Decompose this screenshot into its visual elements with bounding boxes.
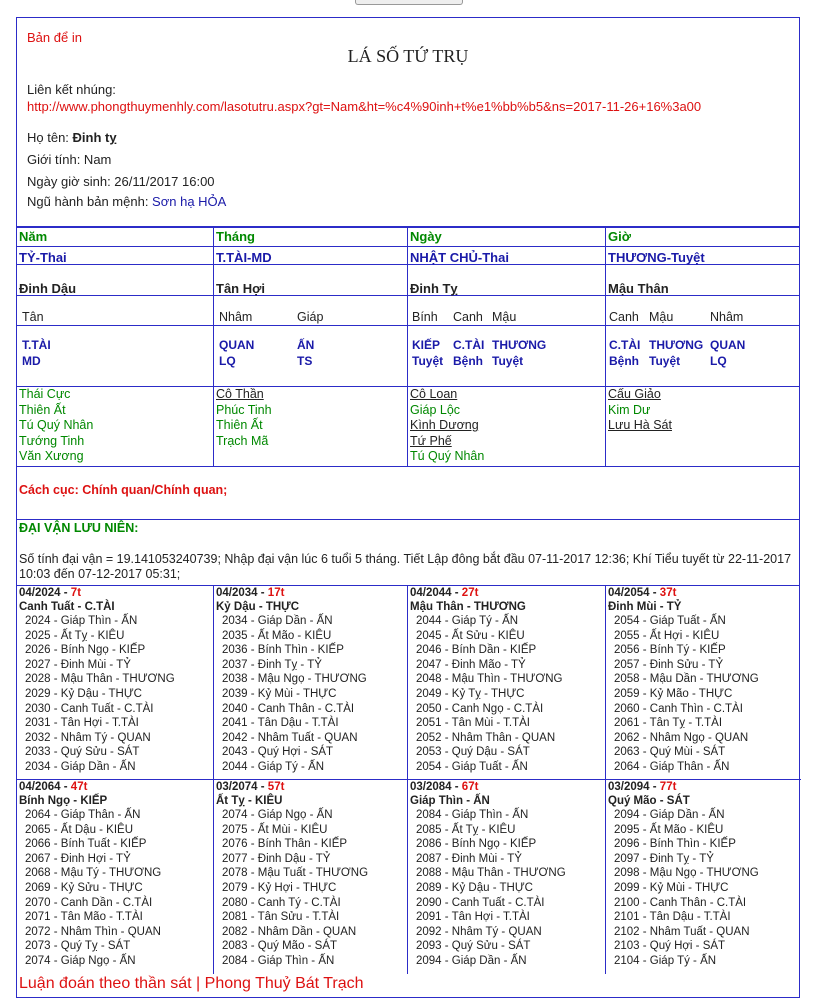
menh-row xyxy=(27,194,226,209)
dai-van-pillar: Giáp Thìn - ẤN xyxy=(410,795,490,807)
than-sat-item[interactable]: Lưu Hà Sát xyxy=(608,418,672,432)
luu-nien-year: 2057 - Đinh Sửu - TỶ xyxy=(614,658,724,671)
luu-nien-year: 2092 - Nhâm Tý - QUAN xyxy=(416,925,542,938)
footer-link-than-sat[interactable]: Luận đoán theo thần sát xyxy=(19,975,192,992)
dai-van-age: 77t xyxy=(659,781,677,793)
dai-van-date xyxy=(216,586,407,600)
luu-nien-year: 2095 - Ất Mão - KIÊU xyxy=(614,823,724,836)
luu-nien-year: 2037 - Đinh Tỵ - TỶ xyxy=(222,658,322,671)
luu-nien-year: 2044 - Giáp Tý - ẤN xyxy=(416,615,519,627)
birth-row: Ngày giờ sinh: 26/11/2017 16:00 xyxy=(27,174,215,189)
luu-nien-year: 2078 - Mậu Tuất - THƯƠNG xyxy=(222,867,369,880)
luu-nien-year: 2058 - Mậu Dần - THƯƠNG xyxy=(614,673,759,686)
than-sat-item[interactable]: Cô Thần xyxy=(216,387,264,401)
dai-van-pillar: Đinh Mùi - TỶ xyxy=(608,601,682,613)
hidden-stem: Tân xyxy=(22,310,44,324)
info-section xyxy=(17,18,799,227)
luu-nien-year: 2090 - Canh Tuất - C.TÀI xyxy=(416,896,545,909)
luu-nien-year: 2069 - Kỷ Sửu - THỰC xyxy=(25,881,143,894)
than-sat-list xyxy=(19,387,93,465)
hidden-stem: Mậu xyxy=(649,310,674,324)
dai-van-start: 04/2054 - xyxy=(608,587,660,599)
name-label: Họ tên: xyxy=(27,130,73,145)
name-row xyxy=(27,130,117,145)
dai-van-age: 37t xyxy=(659,587,677,599)
menh-value: Sơn hạ HỎA xyxy=(152,194,227,209)
luu-nien-year: 2040 - Canh Thân - C.TÀI xyxy=(222,702,355,715)
dai-van-date xyxy=(19,780,213,794)
ten-god-stage: Tuyệt xyxy=(412,354,444,368)
pillars-grid xyxy=(17,227,799,467)
luu-nien-year: 2080 - Canh Tý - C.TÀI xyxy=(222,896,341,909)
dai-van-start: 04/2044 - xyxy=(410,587,462,599)
luu-nien-year: 2096 - Bính Thìn - KIẾP xyxy=(614,838,736,851)
ten-god-stage: LQ xyxy=(710,354,727,368)
than-sat-item[interactable]: Thiên Ất xyxy=(19,402,66,417)
dai-van-date xyxy=(608,586,801,600)
luu-nien-year: 2033 - Quý Sửu - SÁT xyxy=(25,746,140,759)
luu-nien-year: 2030 - Canh Tuất - C.TÀI xyxy=(25,702,154,715)
than-sat-item[interactable]: Kim Dư xyxy=(608,402,651,417)
luu-nien-year: 2035 - Ất Mão - KIÊU xyxy=(222,629,332,642)
ten-god xyxy=(22,337,51,369)
dai-van-period xyxy=(214,780,408,974)
pillar-name: Đinh Dậu xyxy=(19,281,77,296)
luu-nien-year: 2087 - Đinh Mùi - TỶ xyxy=(416,852,522,865)
luu-nien-year: 2099 - Kỷ Mùi - THỰC xyxy=(614,881,729,894)
pillar-star: NHẬT CHỦ-Thai xyxy=(410,250,509,265)
ten-god-name: T.TÀI xyxy=(22,338,51,352)
luu-nien-year: 2060 - Canh Thìn - C.TÀI xyxy=(614,702,743,715)
name-value: Đinh tỵ xyxy=(72,130,117,145)
luu-nien-year: 2082 - Nhâm Dần - QUAN xyxy=(222,925,357,938)
luu-nien-year: 2079 - Kỷ Hợi - THỰC xyxy=(222,881,337,894)
dai-van-pillar: Bính Ngọ - KIẾP xyxy=(19,795,108,807)
luu-nien-year: 2074 - Giáp Ngọ - ẤN xyxy=(25,954,136,967)
luu-nien-year: 2103 - Quý Hợi - SÁT xyxy=(614,940,726,953)
ten-god xyxy=(492,337,546,369)
luu-nien-year: 2089 - Kỷ Dậu - THỰC xyxy=(416,881,533,894)
ten-god-name: QUAN xyxy=(710,338,746,352)
pillar-header: Giờ xyxy=(608,229,631,244)
dai-van-pillar: Canh Tuất - C.TÀI xyxy=(19,601,115,613)
dai-van-age: 67t xyxy=(461,781,479,793)
dai-van-pillar: Mậu Thân - THƯƠNG xyxy=(410,601,526,613)
pillar-header: Năm xyxy=(19,229,48,244)
hidden-stem: Giáp xyxy=(297,310,324,324)
luu-nien-year: 2062 - Nhâm Ngọ - QUAN xyxy=(614,731,749,744)
ten-god xyxy=(297,337,314,369)
luu-nien-year: 2071 - Tân Mão - T.TÀI xyxy=(25,911,143,924)
than-sat-item[interactable]: Cô Loan xyxy=(410,387,458,401)
pillar-column-3 xyxy=(408,228,606,467)
dai-van-pillar: Kỷ Dậu - THỰC xyxy=(216,601,300,613)
luu-nien-year: 2051 - Tân Mùi - T.TÀI xyxy=(416,717,530,730)
luu-nien-year: 2049 - Kỷ Tỵ - THỰC xyxy=(416,687,525,700)
dai-van-period xyxy=(606,586,801,780)
footer-link-bat-trach[interactable]: Phong Thuỷ Bát Trạch xyxy=(204,975,364,992)
dai-van-pillar: Quý Mão - SÁT xyxy=(608,795,690,807)
pillar-star: TỶ-Thai xyxy=(19,250,67,265)
dai-van-start: 04/2024 - xyxy=(19,587,71,599)
luu-nien-year: 2055 - Ất Hợi - KIÊU xyxy=(614,629,720,642)
dai-van-date xyxy=(410,780,605,794)
dai-van-date xyxy=(216,780,407,794)
luu-nien-year: 2041 - Tân Dậu - T.TÀI xyxy=(222,717,339,730)
luu-nien-year: 2056 - Bính Tý - KIẾP xyxy=(614,644,726,657)
pillar-star: T.TÀI-MD xyxy=(216,250,272,265)
luu-nien-year: 2066 - Bính Tuất - KIẾP xyxy=(25,838,147,851)
cach-cuc: Cách cục: Chính quan/Chính quan; xyxy=(19,483,228,497)
luu-nien-year: 2081 - Tân Sửu - T.TÀI xyxy=(222,911,340,924)
ten-god-stage: TS xyxy=(297,354,313,368)
ten-god xyxy=(609,337,640,369)
luu-nien-year: 2070 - Canh Dần - C.TÀI xyxy=(25,896,153,909)
than-sat-item[interactable]: Tứ Phế xyxy=(410,433,452,448)
than-sat-item[interactable]: Kình Dương xyxy=(410,418,479,432)
luu-nien-year: 2045 - Ất Sửu - KIÊU xyxy=(416,629,525,642)
luu-nien-year: 2072 - Nhâm Thìn - QUAN xyxy=(25,925,161,938)
pillar-column-4 xyxy=(606,228,801,467)
luu-nien-year: 2094 - Giáp Dần - ẤN xyxy=(416,954,527,967)
menh-label: Ngũ hành bản mệnh: xyxy=(27,194,153,209)
dai-van-age: 7t xyxy=(70,587,82,599)
dai-van-start: 03/2094 - xyxy=(608,781,660,793)
luu-nien-year: 2102 - Nhâm Tuất - QUAN xyxy=(614,925,750,938)
ten-god-name: THƯƠNG xyxy=(492,338,547,352)
hidden-stem: Canh xyxy=(609,310,639,324)
pillar-name: Đinh Tỵ xyxy=(410,281,458,296)
dai-van-period xyxy=(17,780,214,974)
than-sat-list xyxy=(216,387,272,449)
than-sat-list xyxy=(410,387,484,465)
ten-god-name: C.TÀI xyxy=(453,338,485,352)
ten-god xyxy=(412,337,443,369)
dai-van-date xyxy=(608,780,801,794)
hidden-stem: Nhâm xyxy=(710,310,744,324)
dai-van-age: 57t xyxy=(267,781,285,793)
dai-van-start: 04/2064 - xyxy=(19,781,71,793)
footer-separator: | xyxy=(191,975,205,992)
ten-god-stage: Tuyệt xyxy=(492,354,524,368)
than-sat-item[interactable]: Cấu Giảo xyxy=(608,387,661,401)
luu-nien-year: 2048 - Mậu Thìn - THƯƠNG xyxy=(416,673,563,686)
than-sat-list xyxy=(608,387,672,434)
luu-nien-year: 2053 - Quý Dậu - SÁT xyxy=(416,746,530,759)
dai-van-title: ĐẠI VẬN LƯU NIÊN: xyxy=(19,521,139,535)
luu-nien-year: 2086 - Bính Ngọ - KIẾP xyxy=(416,838,537,851)
luu-nien-year: 2034 - Giáp Dần - ẤN xyxy=(222,615,333,627)
dai-van-age: 17t xyxy=(267,587,285,599)
luu-nien-year: 2083 - Quý Mão - SÁT xyxy=(222,940,338,953)
luu-nien-year: 2084 - Giáp Thìn - ẤN xyxy=(222,954,335,967)
pillar-name: Tân Hợi xyxy=(216,281,265,296)
luu-nien-year: 2025 - Ất Tỵ - KIÊU xyxy=(25,629,125,642)
luu-nien-year: 2032 - Nhâm Tý - QUAN xyxy=(25,731,151,744)
than-sat-item[interactable]: Trạch Mã xyxy=(216,433,269,448)
dai-van-start: 03/2084 - xyxy=(410,781,462,793)
luu-nien-year: 2031 - Tân Hợi - T.TÀI xyxy=(25,717,139,730)
pillar-column-2 xyxy=(214,228,408,467)
ten-god-stage: LQ xyxy=(219,354,236,368)
ten-god-name: THƯƠNG xyxy=(649,338,704,352)
ten-god xyxy=(453,337,484,369)
pillar-header: Ngày xyxy=(410,229,442,244)
pillar-name: Mậu Thân xyxy=(608,281,669,296)
luu-nien-year: 2100 - Canh Thân - C.TÀI xyxy=(614,896,747,909)
luu-nien-year: 2097 - Đinh Tỵ - TỶ xyxy=(614,852,714,865)
than-sat-item[interactable]: Thiên Ất xyxy=(216,418,263,432)
luu-nien-year: 2039 - Kỷ Mùi - THỰC xyxy=(222,687,337,700)
luu-nien-year: 2091 - Tân Hợi - T.TÀI xyxy=(416,911,530,924)
than-sat-item[interactable]: Tướng Tinh xyxy=(19,433,85,448)
footer-links xyxy=(19,975,364,993)
print-button[interactable] xyxy=(355,0,463,5)
luu-nien-year: 2075 - Ất Mùi - KIÊU xyxy=(222,823,328,836)
luu-nien-year: 2042 - Nhâm Tuất - QUAN xyxy=(222,731,358,744)
dai-van-pillar: Ất Tỵ - KIÊU xyxy=(216,795,283,807)
ten-god-name: ẤN xyxy=(297,338,315,352)
ten-god-stage: Bệnh xyxy=(453,354,483,368)
than-sat-item[interactable]: Giáp Lộc xyxy=(410,402,461,417)
luu-nien-year: 2028 - Mậu Thân - THƯƠNG xyxy=(25,673,175,686)
print-label: Bản để in xyxy=(27,30,82,45)
luu-nien-year: 2074 - Giáp Ngọ - ẤN xyxy=(222,809,333,821)
dai-van-date xyxy=(19,586,213,600)
luu-nien-year: 2038 - Mậu Ngọ - THƯƠNG xyxy=(222,673,367,686)
luu-nien-year: 2064 - Giáp Thân - ẤN xyxy=(25,809,141,821)
luu-nien-year: 2093 - Quý Sửu - SÁT xyxy=(416,940,531,953)
dai-van-note: Số tính đại vận = 19.141053240739; Nhập đại vận lúc 6 tuổi 5 tháng. Tiết Lập đông bắt đầu 07-11-2017 12:36; Khí Tiểu tuyết từ 22-11-2017 10:03 đến 07-12-2017 05:31; xyxy=(19,552,792,581)
ten-god-name: QUAN xyxy=(219,338,255,352)
ten-god-name: C.TÀI xyxy=(609,338,641,352)
ten-god-stage: Bệnh xyxy=(609,354,639,368)
luu-nien-year: 2052 - Nhâm Thân - QUAN xyxy=(416,731,556,744)
luu-nien-year: 2046 - Bính Dần - KIẾP xyxy=(416,644,537,657)
luu-nien-year: 2084 - Giáp Thìn - ẤN xyxy=(416,809,529,821)
hidden-stem: Mậu xyxy=(492,310,517,324)
luu-nien-year: 2027 - Đinh Mùi - TỶ xyxy=(25,658,131,671)
dai-van-age: 47t xyxy=(70,781,88,793)
luu-nien-year: 2026 - Bính Ngọ - KIẾP xyxy=(25,644,146,657)
pillar-header: Tháng xyxy=(216,229,255,244)
luu-nien-year: 2043 - Quý Hợi - SÁT xyxy=(222,746,334,759)
hidden-stem: Nhâm xyxy=(219,310,253,324)
luu-nien-year: 2067 - Đinh Hợi - TỶ xyxy=(25,852,131,865)
chart-frame xyxy=(16,17,800,998)
luu-nien-year: 2088 - Mậu Thân - THƯƠNG xyxy=(416,867,566,880)
luu-nien-year: 2065 - Ất Dậu - KIÊU xyxy=(25,823,134,836)
than-sat-item[interactable]: Văn Xương xyxy=(19,449,84,463)
dai-van-period xyxy=(17,586,214,780)
dai-van-start: 04/2034 - xyxy=(216,587,268,599)
pillar-star: THƯƠNG-Tuyệt xyxy=(608,250,705,265)
than-sat-item[interactable]: Thái Cực xyxy=(19,387,71,401)
embed-link[interactable]: http://www.phongthuymenhly.com/lasotutru.aspx?gt=Nam&ht=%c4%90inh+t%e1%bb%b5&ns=2017-11-26+16%3a00 xyxy=(27,99,702,114)
luu-nien-year: 2024 - Giáp Thìn - ẤN xyxy=(25,615,138,627)
luu-nien-year: 2061 - Tân Tỵ - T.TÀI xyxy=(614,717,723,730)
than-sat-item[interactable]: Tú Quý Nhân xyxy=(19,418,94,432)
hidden-stem: Canh xyxy=(453,310,483,324)
link-label: Liên kết nhúng: xyxy=(27,82,116,97)
dai-van-date xyxy=(410,586,605,600)
luu-nien-year: 2104 - Giáp Tý - ẤN xyxy=(614,954,717,967)
dai-van-period xyxy=(606,780,801,974)
dai-van-start: 03/2074 - xyxy=(216,781,268,793)
luu-nien-year: 2036 - Bính Thìn - KIẾP xyxy=(222,644,344,657)
luu-nien-year: 2029 - Kỷ Dậu - THỰC xyxy=(25,687,142,700)
ten-god xyxy=(649,337,703,369)
luu-nien-year: 2047 - Đinh Mão - TỶ xyxy=(416,658,526,671)
luu-nien-year: 2059 - Kỷ Mão - THỰC xyxy=(614,687,733,700)
luu-nien-year: 2094 - Giáp Dần - ẤN xyxy=(614,809,725,821)
luu-nien-year: 2034 - Giáp Dần - ẤN xyxy=(25,760,136,773)
pillar-column-1 xyxy=(17,228,214,467)
dai-van-period xyxy=(408,780,606,974)
ten-god-name: KIẾP xyxy=(412,338,441,352)
page-title: LÁ SỐ TỨ TRỤ xyxy=(347,46,469,66)
dai-van-period xyxy=(214,586,408,780)
ten-god-stage: MD xyxy=(22,354,41,368)
dai-van-period xyxy=(408,586,606,780)
luu-nien-year: 2054 - Giáp Tuất - ẤN xyxy=(416,760,528,773)
luu-nien-year: 2054 - Giáp Tuất - ẤN xyxy=(614,615,726,627)
luu-nien-year: 2073 - Quý Tỵ - SÁT xyxy=(25,940,131,953)
luu-nien-year: 2076 - Bính Thân - KIẾP xyxy=(222,838,348,851)
ten-god xyxy=(219,337,254,369)
luu-nien-year: 2064 - Giáp Thân - ẤN xyxy=(614,760,730,773)
luu-nien-year: 2068 - Mậu Tý - THƯƠNG xyxy=(25,867,162,880)
dai-van-age: 27t xyxy=(461,587,479,599)
ten-god xyxy=(710,337,745,369)
luu-nien-year: 2063 - Quý Mùi - SÁT xyxy=(614,746,726,759)
luu-nien-year: 2050 - Canh Ngọ - C.TÀI xyxy=(416,702,544,715)
gender-row: Giới tính: Nam xyxy=(27,152,112,167)
luu-nien-year: 2101 - Tân Dậu - T.TÀI xyxy=(614,911,731,924)
ten-god-stage: Tuyệt xyxy=(649,354,681,368)
than-sat-item[interactable]: Tú Quý Nhân xyxy=(410,449,485,463)
luu-nien-year: 2044 - Giáp Tý - ẤN xyxy=(222,760,325,773)
luu-nien-year: 2085 - Ất Tỵ - KIÊU xyxy=(416,823,516,836)
luu-nien-year: 2077 - Đinh Dậu - TỶ xyxy=(222,852,331,865)
luu-nien-year: 2098 - Mậu Ngọ - THƯƠNG xyxy=(614,867,759,880)
hidden-stem: Bính xyxy=(412,310,438,324)
than-sat-item[interactable]: Phúc Tinh xyxy=(216,402,272,417)
